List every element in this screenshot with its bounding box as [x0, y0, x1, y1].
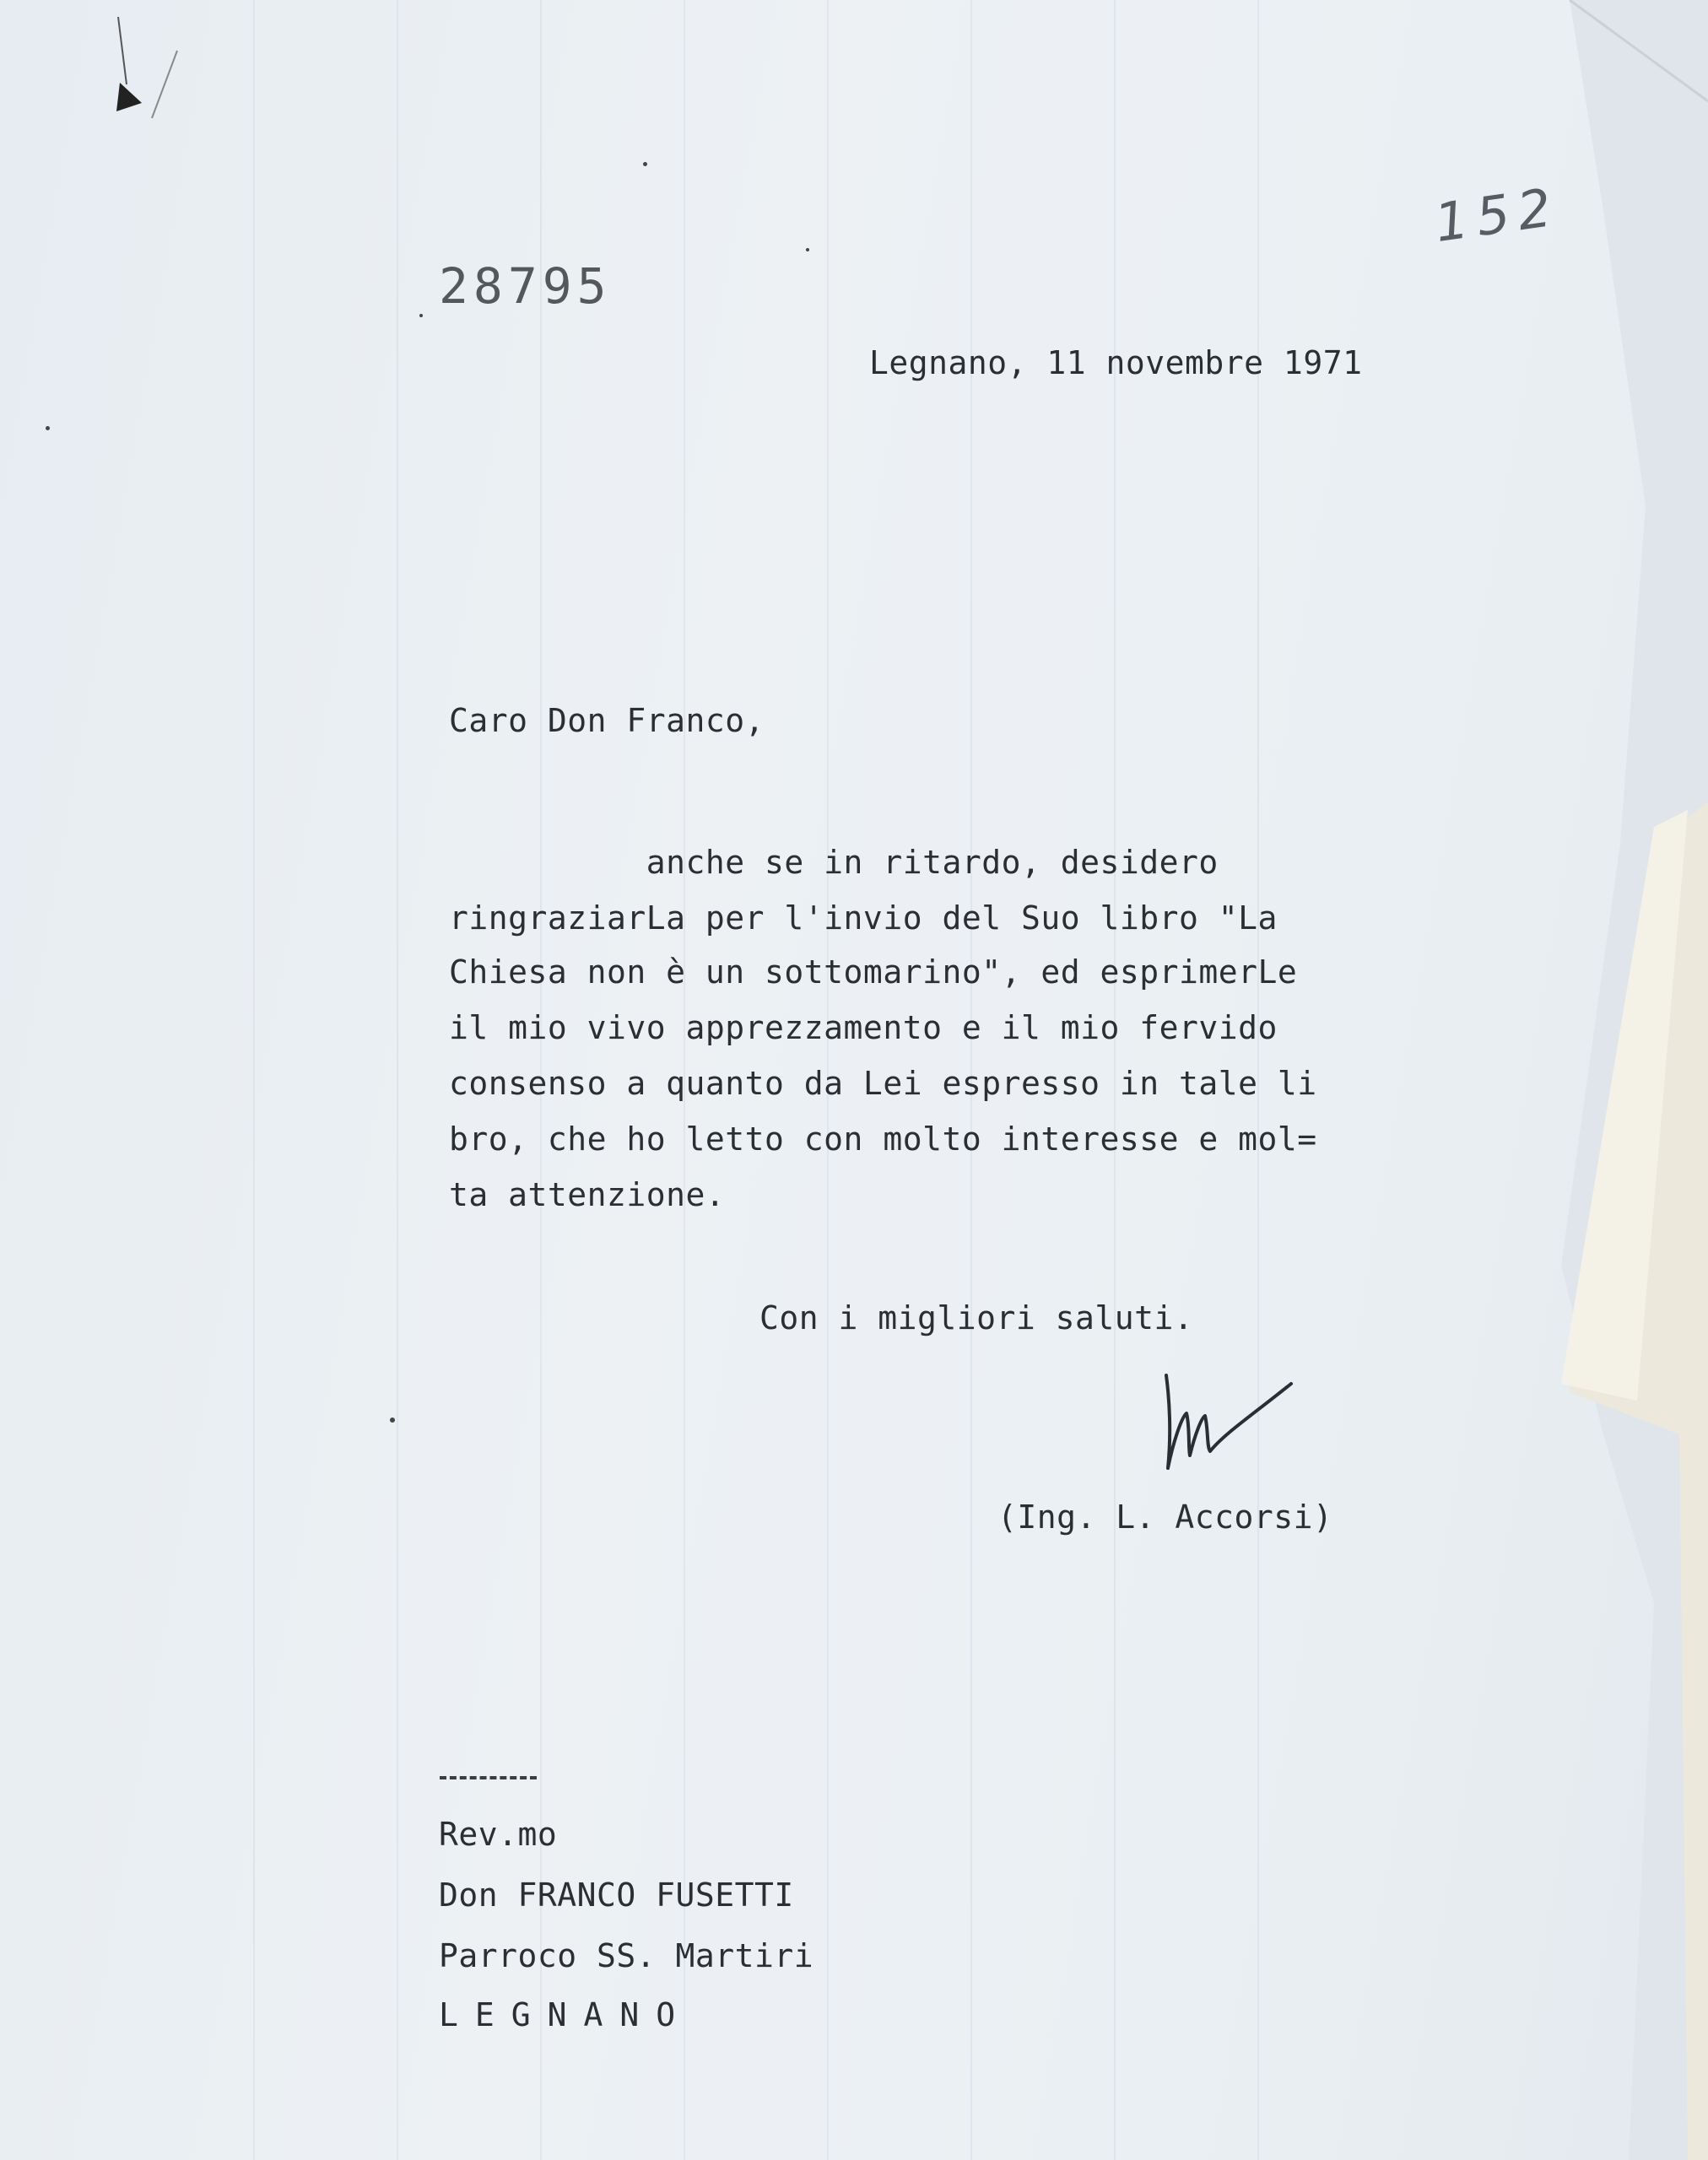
reference-number: 28795 [439, 257, 612, 315]
recipient-title: Rev.mo [439, 1816, 558, 1853]
salutation: Caro Don Franco, [449, 702, 765, 739]
archive-number: 152 [1430, 176, 1564, 254]
signatory-name: (Ing. L. Accorsi) [997, 1498, 1333, 1536]
recipient-city: LEGNANO [439, 1996, 693, 2033]
paper-line [397, 0, 398, 2160]
paper-speck [806, 248, 809, 251]
body-line: il mio vivo apprezzamento e il mio fervido [449, 1009, 1278, 1046]
paper-speck [390, 1418, 395, 1423]
paper-speck [419, 314, 423, 317]
paper-line [253, 0, 255, 2160]
body-line: bro, che ho letto con molto interesse e mol= [449, 1120, 1317, 1158]
body-line: Chiesa non è un sottomarino", ed esprimerLe [449, 953, 1298, 991]
sheet-edge [1435, 0, 1708, 2160]
date-line: Legnano, 11 novembre 1971 [869, 344, 1363, 381]
body-line: consenso a quanto da Lei espresso in tale li [449, 1065, 1317, 1102]
body-line: ta attenzione. [449, 1176, 726, 1213]
body-line: ringraziarLa per l'invio del Suo libro "La [449, 899, 1278, 937]
signature [1156, 1367, 1308, 1477]
paper-speck [46, 426, 50, 430]
recipient-role: Parroco SS. Martiri [439, 1937, 814, 1974]
closing: Con i migliori saluti. [759, 1299, 1194, 1336]
recipient-name: Don FRANCO FUSETTI [439, 1876, 794, 1914]
separator-line [440, 1776, 537, 1779]
corner-mark [101, 17, 186, 127]
body-line: anche se in ritardo, desidero [449, 844, 1219, 881]
paper-speck [643, 162, 647, 166]
